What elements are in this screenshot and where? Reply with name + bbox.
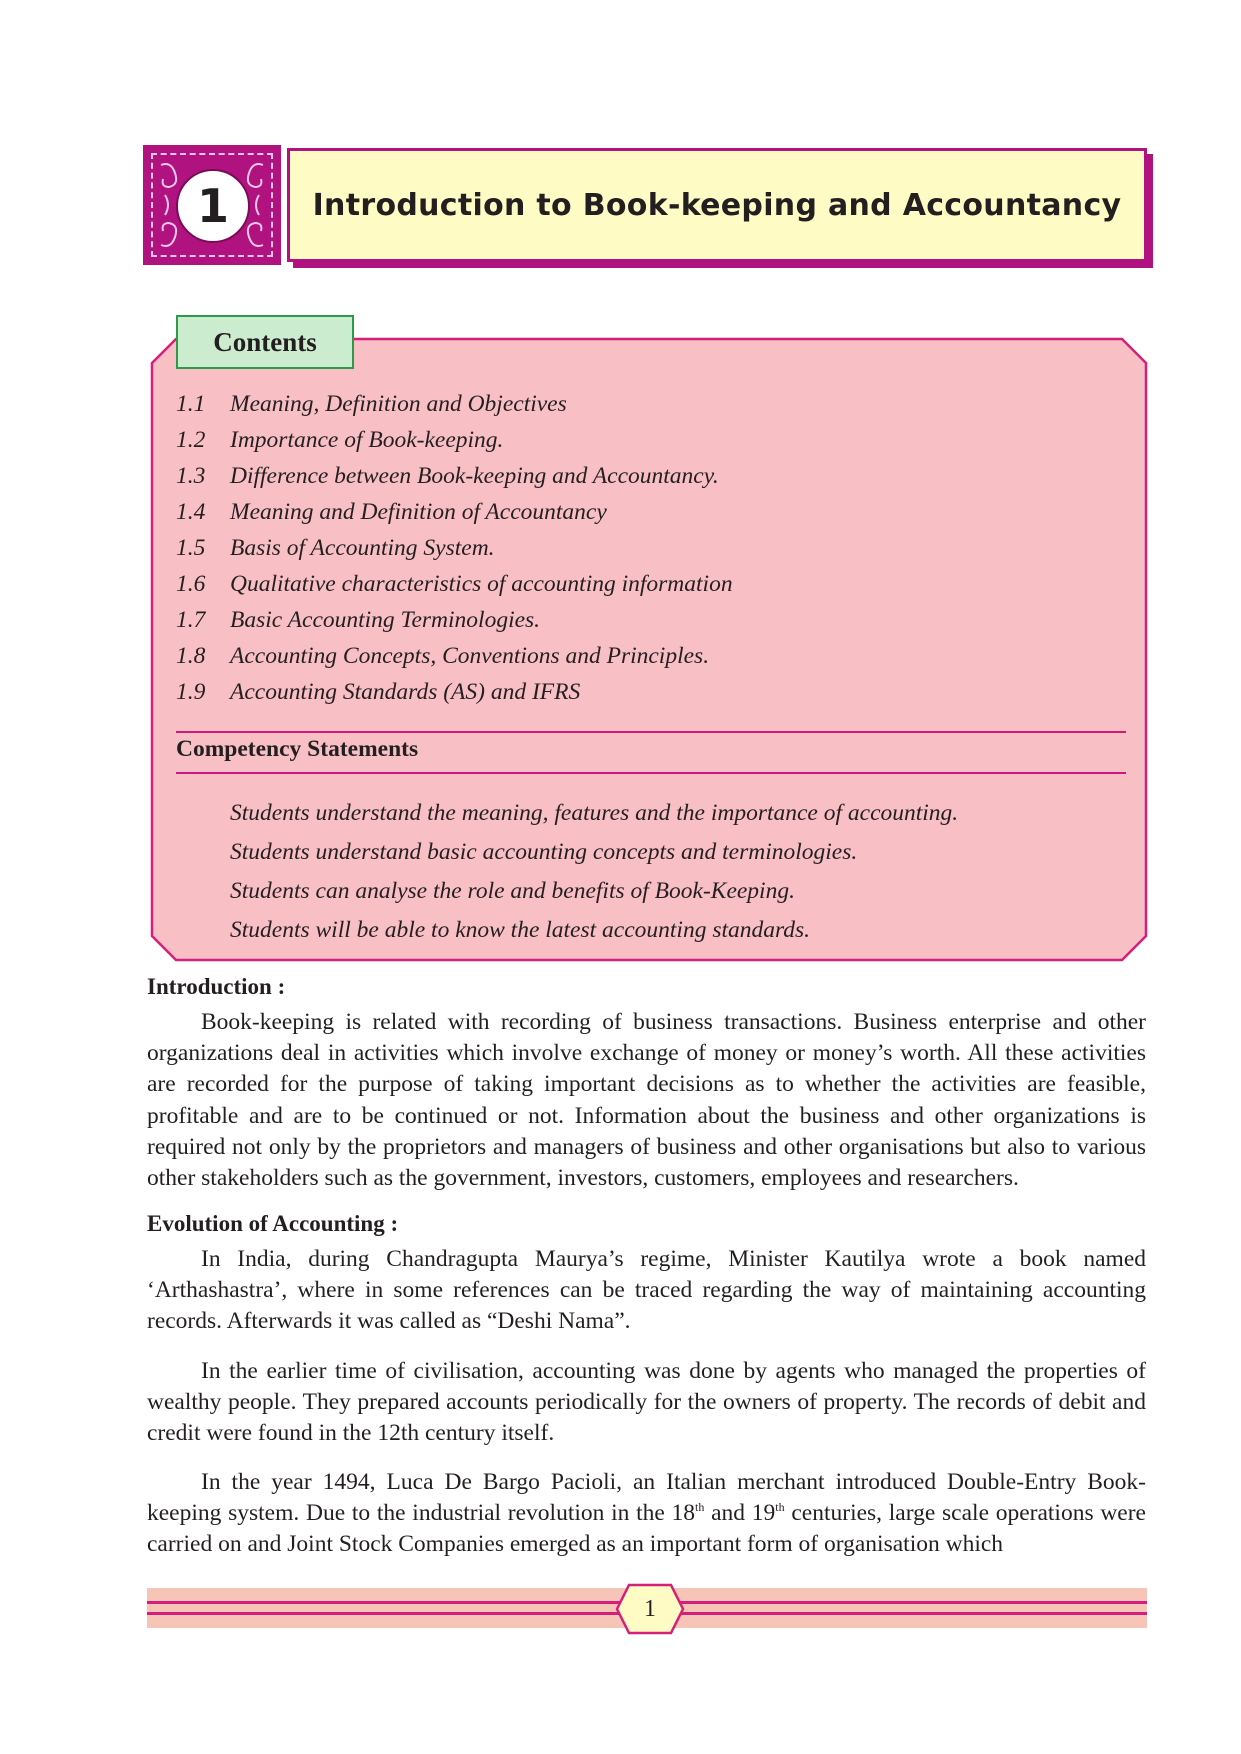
chapter-title-box <box>287 148 1147 262</box>
competency-item: Students understand the meaning, features and the importance of accounting. <box>230 800 959 826</box>
competency-list <box>230 794 958 950</box>
introduction-paragraph: Book-keeping is related with recording of business transactions. Business enterprise and other organizations deal in activities which involve exchange of money or money’s worth. All these activities are recorded for the purpose of taking important decisions as to whether the activities are feasible, profitable and are to be continued or not. Information about the business and other organizations is required not only by the proprietors and managers of business and other organisations but also to various other stakeholders such as the government, investors, customers, employees and researchers. <box>147 1009 1146 1192</box>
contents-item <box>176 422 733 458</box>
evolution-p3-text-b: and 19 <box>704 1500 776 1527</box>
contents-item <box>176 638 733 674</box>
contents-item <box>176 602 733 638</box>
competency-item: Students can analyse the role and benefits of Book-Keeping. <box>230 878 795 904</box>
contents-item-number: 1.4 <box>176 499 206 525</box>
contents-item-label: Qualitative characteristics of accounting information <box>230 571 733 597</box>
evolution-p3-text-c: centuries, large scale operations were carried on and Joint Stock Companies emerged as an important form of organisation which <box>147 1500 1146 1558</box>
introduction-heading: Introduction : <box>147 974 286 999</box>
chapter-title: Introduction to Book-keeping and Accountancy <box>312 187 1122 223</box>
evolution-paragraph-2: In the earlier time of civilisation, accounting was done by agents who managed the properties of wealthy people. They prepared accounts periodically for the owners of property. The records of debit and credit were found in the 12th century itself. <box>147 1358 1146 1447</box>
contents-item-label: Accounting Concepts, Conventions and Principles. <box>230 643 710 669</box>
competency-rule-top <box>176 731 1126 733</box>
contents-item <box>176 386 733 422</box>
contents-item-number: 1.6 <box>176 571 206 597</box>
contents-item-number: 1.2 <box>176 427 206 453</box>
contents-item-number: 1.1 <box>176 391 206 417</box>
superscript-th: th <box>775 1500 785 1515</box>
contents-item-label: Importance of Book-keeping. <box>230 427 504 453</box>
chapter-number: 1 <box>176 169 250 243</box>
contents-item-label: Basis of Accounting System. <box>230 535 495 561</box>
contents-item-label: Basic Accounting Terminologies. <box>230 607 541 633</box>
chapter-badge <box>143 145 281 265</box>
page-number: 1 <box>644 1595 656 1622</box>
evolution-heading: Evolution of Accounting : <box>147 1211 399 1236</box>
contents-heading: Contents <box>176 315 354 369</box>
competency-item: Students understand basic accounting concepts and terminologies. <box>230 839 858 865</box>
contents-item-number: 1.7 <box>176 607 206 633</box>
contents-item <box>176 530 733 566</box>
contents-item <box>176 674 733 710</box>
contents-item-label: Meaning, Definition and Objectives <box>230 391 567 417</box>
contents-item <box>176 458 733 494</box>
contents-item-label: Accounting Standards (AS) and IFRS <box>230 679 581 705</box>
contents-item-number: 1.9 <box>176 679 206 705</box>
contents-item-number: 1.8 <box>176 643 206 669</box>
contents-item-label: Difference between Book-keeping and Accountancy. <box>230 463 719 489</box>
evolution-p3-text-a: In the year 1494, Luca De Bargo Pacioli, an Italian merchant introduced Double-Entry Book-keeping system. Due to the industrial revolution in the 18 <box>147 1469 1146 1527</box>
competency-rule-bottom <box>176 772 1126 774</box>
competency-item: Students will be able to know the latest accounting standards. <box>230 917 811 943</box>
contents-item-label: Meaning and Definition of Accountancy <box>230 499 607 525</box>
competency-heading: Competency Statements <box>176 736 419 762</box>
superscript-th: th <box>695 1500 705 1515</box>
contents-item-number: 1.3 <box>176 463 206 489</box>
contents-item <box>176 494 733 530</box>
contents-item-number: 1.5 <box>176 535 206 561</box>
contents-list <box>176 386 733 710</box>
evolution-paragraph-1: In India, during Chandragupta Maurya’s regime, Minister Kautilya wrote a book named ‘Arthashastra’, where in some references can be traced regarding the way of maintaining accounting records. Afterwards it was called as “Deshi Nama”. <box>147 1246 1146 1335</box>
contents-item <box>176 566 733 602</box>
evolution-paragraph-3 <box>147 1467 1146 1561</box>
